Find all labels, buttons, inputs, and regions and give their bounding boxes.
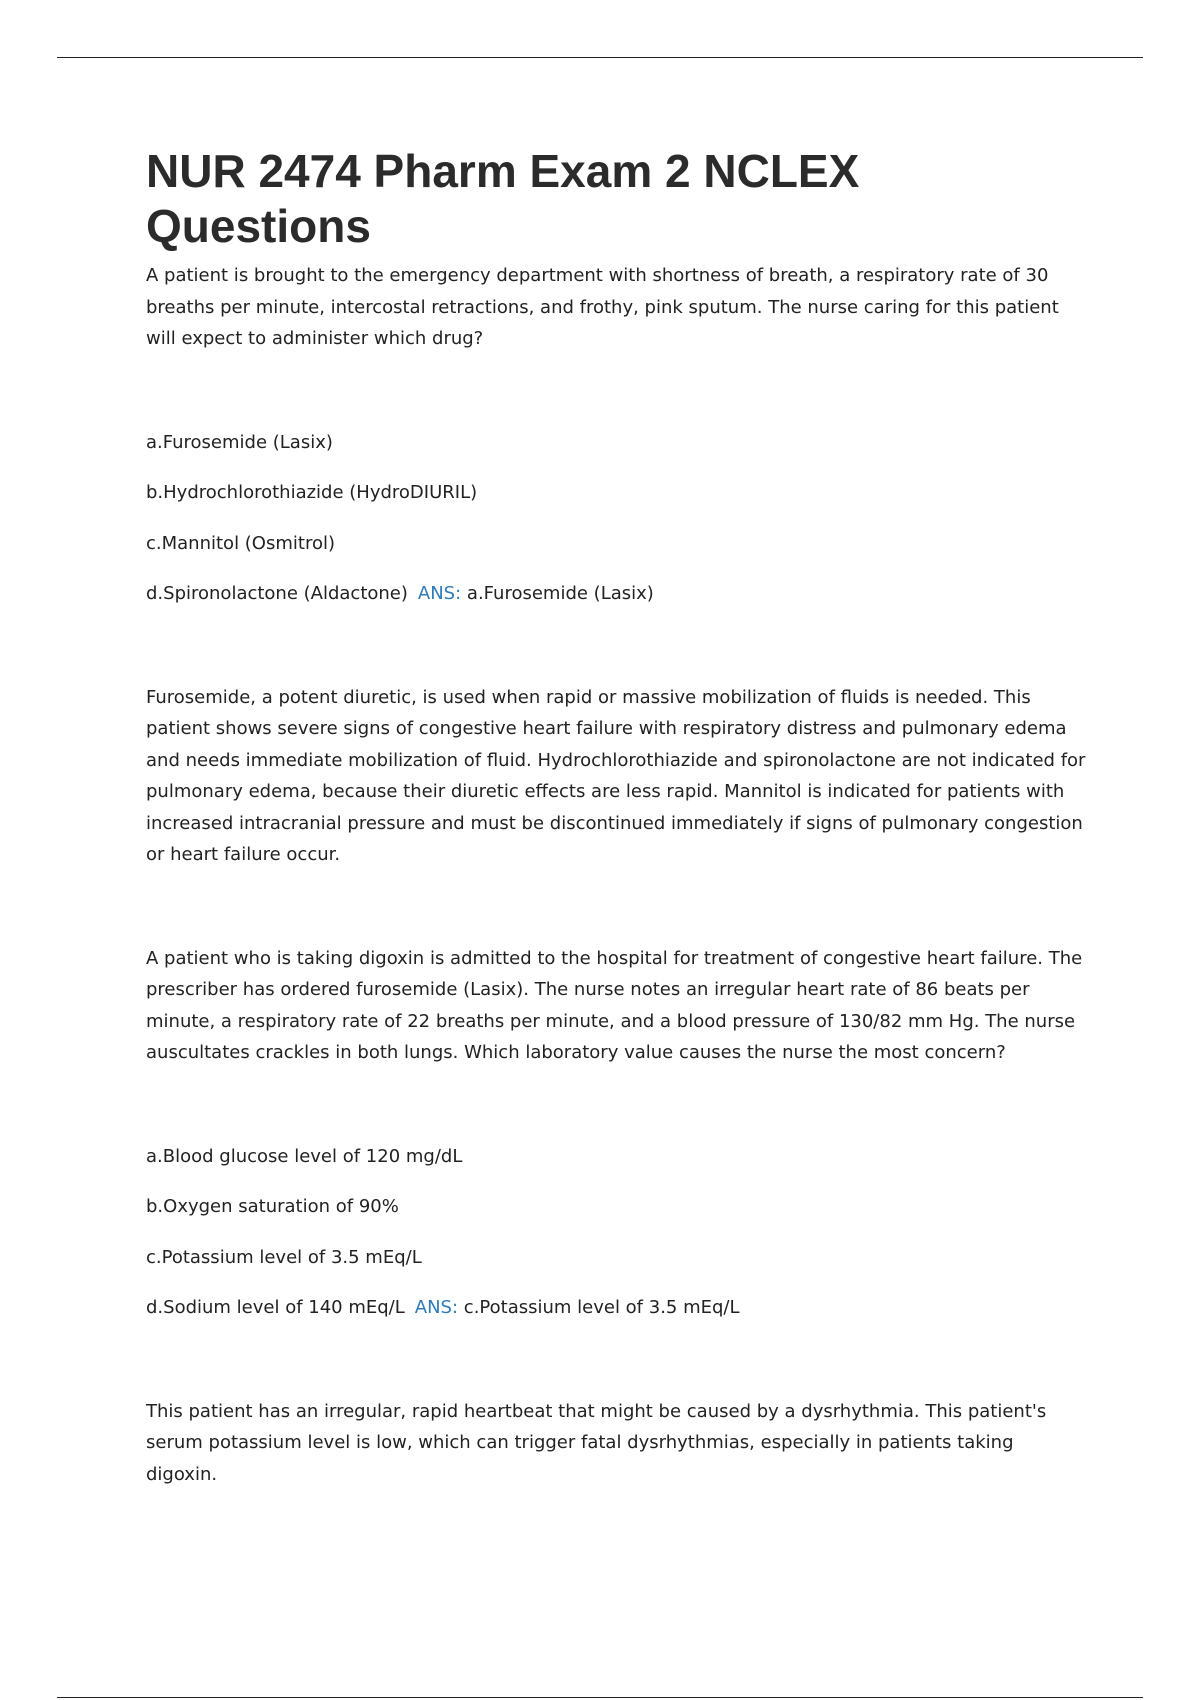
footer-rule xyxy=(57,1697,1143,1698)
option-b: b.Hydrochlorothiazide (HydroDIURIL) xyxy=(146,482,478,503)
answer-text: c.Potassium level of 3.5 mEq/L xyxy=(463,1297,740,1318)
answer-options xyxy=(146,1141,1086,1324)
answer-label: ANS: xyxy=(417,583,462,604)
answer-text: a.Furosemide (Lasix) xyxy=(466,583,654,604)
question-stem: A patient is brought to the emergency department with shortness of breath, a respiratory rate of 30 breaths per minute, intercostal retractions, and frothy, pink sputum. The nurse caring for this patient will expect to administer which drug? xyxy=(146,265,1059,349)
option-c: c.Mannitol (Osmitrol) xyxy=(146,532,335,554)
option-a: a.Furosemide (Lasix) xyxy=(146,431,333,453)
header-rule xyxy=(57,57,1143,58)
question-stem: A patient who is taking digoxin is admitted to the hospital for treatment of congestive heart failure. The prescriber has ordered furosemide (Lasix). The nurse notes an irregular heart rate of 86 beats per minute, a respiratory rate of 22 breaths per minute, and a blood pressure of 130/82 mm Hg. The nurse auscultates crackles in both lungs. Which laboratory value causes the nurse the most concern? xyxy=(146,947,1083,1063)
option-c: c.Potassium level of 3.5 mEq/L xyxy=(146,1246,422,1268)
document-title: NUR 2474 Pharm Exam 2 NCLEX Questions xyxy=(146,145,860,252)
rationale-text: Furosemide, a potent diuretic, is used when rapid or massive mobilization of fluids is needed. This patient shows severe signs of congestive heart failure with respiratory distress and pulmonary edema and needs immediate mobilization of fluid. Hydrochlorothiazide and spironolactone are not indicated for pulmonary edema, because their diuretic effects are less rapid. Mannitol is indicated for patients with increased intracranial pressure and must be discontinued immediately if signs of pulmonary congestion or heart failure occur. xyxy=(146,686,1086,865)
option-d: d.Sodium level of 140 mEq/L ANS: c.Potassium level of 3.5 mEq/L xyxy=(146,1297,740,1318)
question-block xyxy=(146,260,1086,871)
option-d: d.Spironolactone (Aldactone) ANS: a.Furosemide (Lasix) xyxy=(146,583,654,604)
option-a: a.Blood glucose level of 120 mg/dL xyxy=(146,1145,463,1167)
rationale-text: This patient has an irregular, rapid heartbeat that might be caused by a dysrhythmia. This patient's serum potassium level is low, which can trigger fatal dysrhythmias, especially in patients taking digoxin. xyxy=(146,1400,1047,1485)
option-b: b.Oxygen saturation of 90% xyxy=(146,1196,399,1217)
document-body xyxy=(146,144,1086,1490)
question-block xyxy=(146,943,1086,1491)
answer-label: ANS: xyxy=(414,1297,459,1318)
answer-options xyxy=(146,427,1086,610)
